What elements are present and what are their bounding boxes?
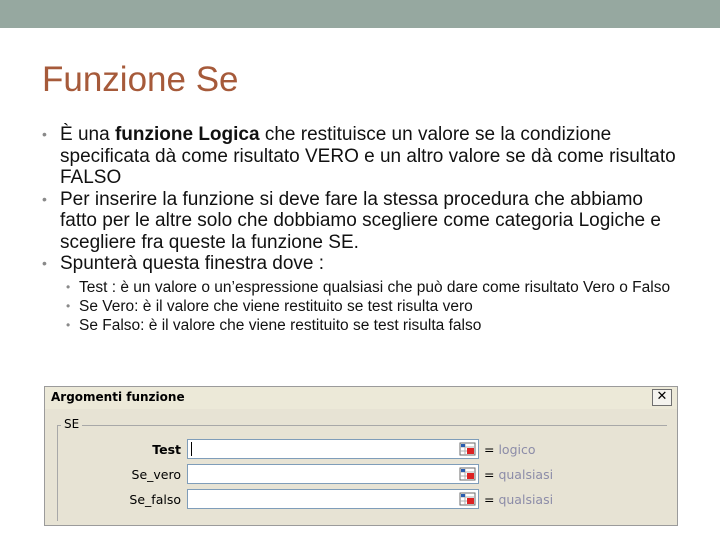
bullet-item — [40, 124, 680, 189]
result-value: qualsiasi — [498, 467, 554, 482]
cell-reference-icon[interactable] — [459, 467, 476, 481]
argument-result — [484, 467, 553, 482]
se-vero-input[interactable] — [187, 464, 479, 484]
group-label: SE — [61, 417, 82, 431]
sub-bullet-text: Se Falso: è il valore che viene restituito se test risulta falso — [79, 316, 482, 334]
dialog-titlebar[interactable] — [45, 387, 677, 409]
bullet-glyph: • — [66, 298, 71, 313]
argument-label: Test — [152, 442, 181, 457]
result-prefix: = — [484, 467, 499, 482]
result-value: qualsiasi — [498, 492, 554, 507]
bullet-text: che restituisce un valore se la condizione specificata dà come risultato VERO e un altro valore se dà come risultato FALSO — [60, 124, 676, 188]
bullet-glyph: • — [42, 255, 47, 271]
argument-label: Se_vero — [131, 467, 181, 482]
argument-result — [484, 492, 553, 507]
bullet-text: Per inserire la funzione si deve fare la stessa procedura che abbiamo fatto per le altre solo che dobbiamo scegliere come categoria Logiche e scegliere fra queste la funzione SE. — [60, 188, 661, 253]
argument-row-test — [45, 439, 677, 461]
sub-bullet-text: Se Vero: è il valore che viene restituito se test risulta vero — [79, 297, 473, 315]
bullet-item — [40, 253, 680, 275]
se-falso-input[interactable] — [187, 489, 479, 509]
result-prefix: = — [484, 492, 499, 507]
sub-bullet-item — [40, 316, 680, 335]
argument-row-se-vero — [45, 464, 677, 486]
argument-result — [484, 442, 536, 457]
function-arguments-dialog — [44, 386, 678, 526]
dialog-title: Argomenti funzione — [51, 390, 185, 404]
cell-reference-icon[interactable] — [459, 492, 476, 506]
argument-label: Se_falso — [129, 492, 181, 507]
text-caret — [191, 442, 192, 456]
top-color-band — [0, 0, 720, 28]
result-prefix: = — [484, 442, 499, 457]
bullet-glyph: • — [42, 190, 47, 207]
sub-bullet-text: Test : è un valore o un’espressione qualsiasi che può dare come risultato Vero o Falso — [79, 278, 671, 296]
bullet-text: Spunterà questa finestra dove : — [60, 253, 325, 274]
close-icon[interactable]: ✕ — [652, 389, 672, 406]
bullet-glyph: • — [66, 317, 71, 332]
bullet-item — [40, 189, 680, 254]
bullet-glyph: • — [66, 279, 71, 294]
bullet-text: È una — [60, 124, 115, 145]
bullet-bold-text: funzione Logica — [114, 124, 260, 145]
bullet-list — [40, 124, 680, 335]
result-value: logico — [498, 442, 536, 457]
bullet-glyph: • — [42, 126, 47, 142]
test-input[interactable] — [187, 439, 479, 459]
argument-row-se-falso — [45, 489, 677, 511]
cell-reference-icon[interactable] — [459, 442, 476, 456]
slide-title: Funzione Se — [42, 60, 239, 99]
sub-bullet-item — [40, 297, 680, 316]
sub-bullet-item — [40, 278, 680, 297]
